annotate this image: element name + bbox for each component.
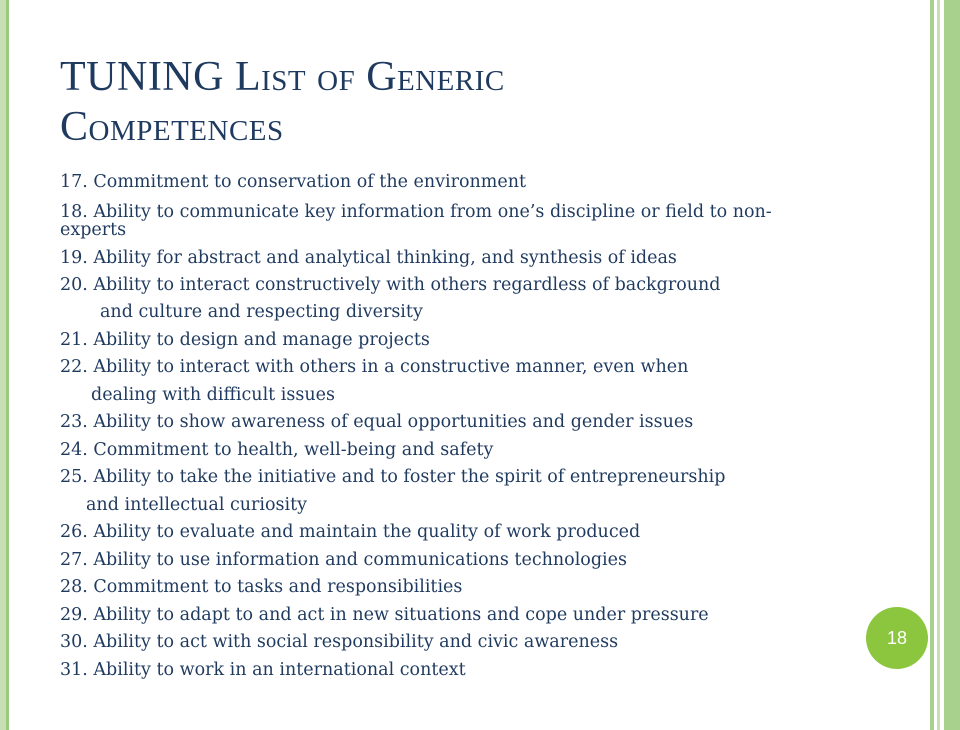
right-border-stripe-3 [944, 0, 960, 730]
list-item: 18. Ability to communicate key information from one’s discipline or field to non- [60, 202, 772, 222]
list-item-continuation: and culture and respecting diversity [100, 302, 423, 322]
list-item: 30. Ability to act with social responsibility and civic awareness [60, 632, 619, 652]
list-item: 21. Ability to design and manage projects [60, 330, 430, 350]
slide-title-line-2: Competences [60, 104, 284, 150]
page-number-badge [866, 607, 928, 669]
list-item: 23. Ability to show awareness of equal opportunities and gender issues [60, 412, 694, 432]
list-item-continuation: experts [60, 220, 127, 240]
left-border-accent [6, 0, 9, 730]
list-item: 22. Ability to interact with others in a constructive manner, even when [60, 357, 689, 377]
slide-title-line-1: TUNING List of Generic [60, 54, 505, 100]
list-item: 26. Ability to evaluate and maintain the quality of work produced [60, 522, 641, 542]
list-item: 27. Ability to use information and communications technologies [60, 550, 627, 570]
slide-title [60, 52, 680, 152]
list-item: 28. Commitment to tasks and responsibilities [60, 577, 463, 597]
list-item: 17. Commitment to conservation of the environment [60, 172, 527, 192]
list-item: 24. Commitment to health, well-being and safety [60, 440, 494, 460]
right-border-stripe-1 [930, 0, 934, 730]
list-item: 20. Ability to interact constructively with others regardless of background [60, 275, 721, 295]
list-item: 19. Ability for abstract and analytical thinking, and synthesis of ideas [60, 248, 677, 268]
list-item-continuation: dealing with difficult issues [91, 385, 335, 405]
list-item: 31. Ability to work in an international context [60, 660, 466, 680]
page-number: 18 [886, 627, 908, 648]
right-border-stripe-2 [937, 0, 940, 730]
list-item: 25. Ability to take the initiative and to foster the spirit of entrepreneurship [60, 467, 726, 487]
list-item: 29. Ability to adapt to and act in new situations and cope under pressure [60, 605, 709, 625]
list-item-continuation: and intellectual curiosity [86, 495, 308, 515]
